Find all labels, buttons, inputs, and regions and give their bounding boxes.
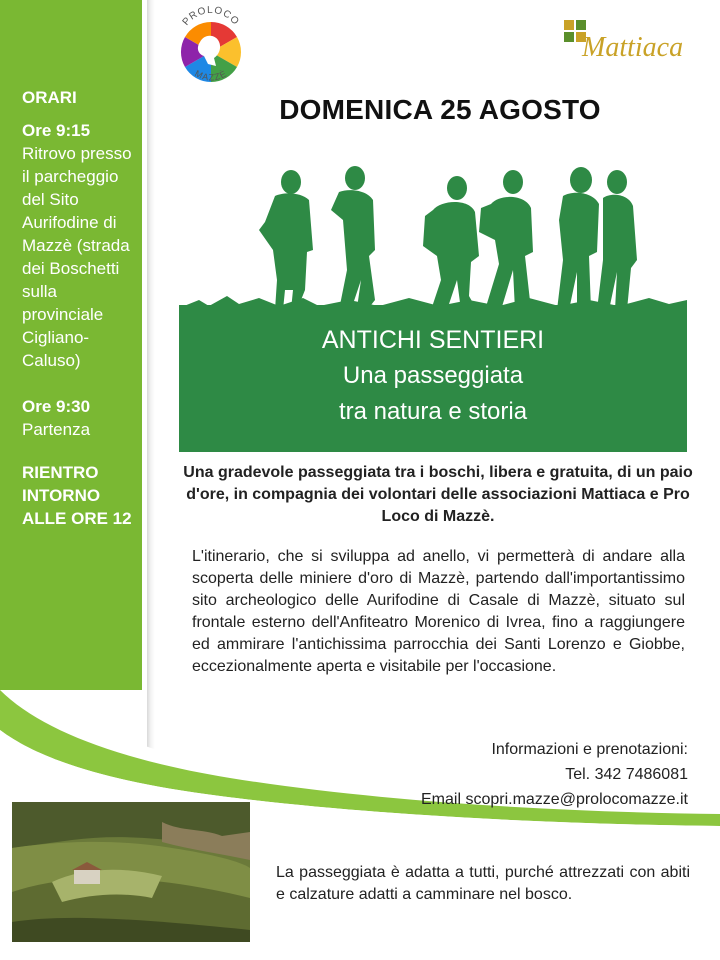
mattiaca-logo	[562, 14, 712, 66]
suitability-note: La passeggiata è adatta a tutti, purché attrezzati con abiti e calzature adatti a camminare nel bosco.	[276, 864, 690, 903]
schedule-text-2: Partenza	[22, 420, 91, 439]
contact-heading: Informazioni e prenotazioni:	[491, 741, 688, 758]
event-date-title: DOMENICA 25 AGOSTO	[279, 94, 601, 125]
landscape-photo	[12, 802, 250, 942]
contact-phone: Tel. 342 7486081	[565, 766, 688, 783]
banner-subtitle-1: Una passeggiata	[342, 362, 524, 389]
schedule-time-1: Ore 9:15	[22, 121, 91, 140]
mattiaca-logo-text: Mattiaca	[582, 32, 684, 63]
contact-info	[421, 737, 688, 812]
schedule	[22, 86, 140, 530]
proloco-logo-top-text: PROLOCO	[180, 4, 242, 28]
schedule-time-2: Ore 9:30	[22, 397, 91, 416]
proloco-logo	[174, 4, 248, 88]
schedule-return: RIENTRO INTORNO ALLE ORE 12	[22, 463, 132, 528]
sidebar	[0, 0, 142, 745]
intro-paragraph: Una gradevole passeggiata tra i boschi, libera e gratuita, di un paio d'ore, in compagnia dei volontari delle associazioni Mattiaca e Pro Loco di Mazzè.	[183, 464, 693, 525]
proloco-logo-bottom-text: MAZZÈ	[193, 68, 229, 83]
banner-subtitle-2: tra natura e storia	[338, 398, 528, 425]
schedule-text-1: Ritrovo presso il parcheggio del Sito Aurifodine di Mazzè (strada dei Boschetti sulla provinciale Cigliano-Caluso)	[22, 144, 132, 370]
schedule-heading: ORARI	[22, 88, 77, 107]
divider-shadow	[147, 0, 155, 760]
banner-text	[179, 322, 687, 430]
itinerary-paragraph: L'itinerario, che si sviluppa ad anello, vi permetterà di andare alla scoperta delle miniere d'oro di Mazzè, partendo dall'importantissimo sito archeologico delle Aurifodine di Casale di Mazzè, situato sul frontale esterno dell'Anfiteatro Morenico di Ivrea, fino a raggiungere ed ammirare l'antichissima parrocchia dei Santi Lorenzo e Giobbe, eccezionalmente aperta e visitabile per l'occasione.	[192, 548, 685, 675]
banner-title: ANTICHI SENTIERI	[321, 326, 545, 354]
contact-email: Email scopri.mazze@prolocomazze.it	[421, 791, 688, 808]
